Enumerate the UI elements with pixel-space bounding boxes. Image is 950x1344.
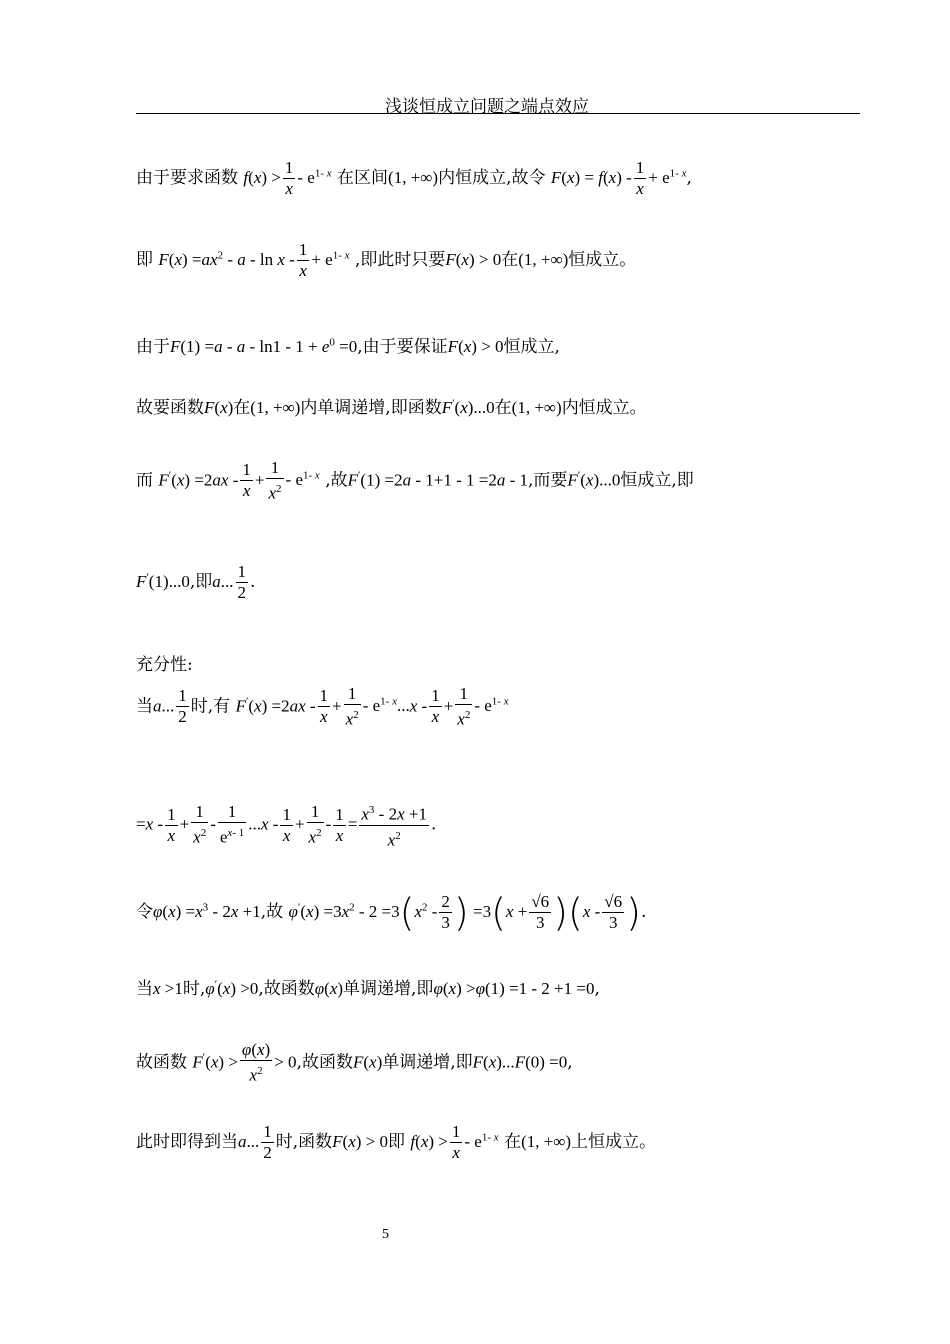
- text: 恒成立。: [568, 250, 637, 270]
- text: 时,有: [190, 696, 231, 717]
- text: 当: [136, 696, 153, 717]
- text: 由于要求函数: [136, 168, 238, 188]
- line-10: 令$\varphi(x) =x^3 - 2x +1$,故 $\varphi'(x) =3x^2 - 2 =3(x^2$ - $\frac{2}{3}$ ) =3(x + $\frac{√6}{3}$ )(x - $\frac{√6}{3}$ ).: [136, 890, 647, 935]
- text: 在: [233, 398, 251, 418]
- text: ,故: [260, 902, 284, 922]
- text: ,故: [325, 470, 348, 491]
- text: .: [430, 814, 437, 835]
- text: 在区间: [337, 168, 389, 188]
- text: ,: [567, 1052, 573, 1073]
- line-11: 当x >1时,φ′(x) >0,故函数φ(x)单调递增,即φ(x) >φ(1) =1 - 2 +1 =0,: [136, 978, 600, 999]
- text: ,即此时只要: [354, 250, 446, 270]
- text: 故要函数: [136, 398, 204, 418]
- text: 时,函数: [275, 1132, 333, 1152]
- line-7: [136, 650, 193, 675]
- text: ,由于要保证: [357, 337, 448, 357]
- text: .: [250, 572, 256, 592]
- line-9: =x - $\frac{1}{x}$ + $\frac{1}{x^2}$ - $\frac{1}{e^{x- 1}}$ ...x - $\frac{1}{x}$ + $\frac{1}{x^2}$ - $\frac{1}{x}$ = $\frac{x^3 - 2x +1}{x^2}$ .: [136, 800, 436, 850]
- text: ,: [686, 168, 692, 188]
- line-3: 由于$F(1) =a - a - \ln 1 - 1 + e^0 =0$,由于要保证F(x) > 0恒成立,: [136, 336, 560, 357]
- text: 即: [136, 250, 153, 270]
- text: 而: [136, 470, 153, 491]
- text: 故函数: [136, 1052, 187, 1073]
- text: 充分性:: [136, 655, 193, 675]
- text: 即: [388, 1132, 406, 1152]
- line-13: 此时即得到当a... $\frac{1}{2}$ 时,函数F(x) > 0即 f(x) > $\frac{1}{x}$ - $e^{1- x}$ 在(1, +∞)上恒成立。: [136, 1122, 657, 1162]
- text: 单调递增,即: [382, 1052, 473, 1073]
- text: ,: [594, 979, 600, 999]
- text: 当: [136, 979, 153, 999]
- text: 此时即得到当: [136, 1132, 238, 1152]
- text: ,故函数: [296, 1052, 353, 1073]
- fraction: $\frac{1}{x}$: [284, 158, 294, 198]
- text: 单调递增,即: [343, 979, 434, 999]
- text: 在: [501, 250, 519, 270]
- text: ,故函数: [258, 979, 315, 999]
- text: 恒成立,即: [620, 470, 694, 491]
- header-rule: [136, 113, 860, 114]
- line-4: 故要函数F(x)在(1, +∞)内单调递增,即函数F′(x)...0在(1, +∞)内恒成立。: [136, 397, 647, 418]
- line-8: 当a... $\frac{1}{2}$ 时,有 F′(x) =2ax - $\frac{1}{x}$ + $\frac{1}{x^2}$ - $e^{1- x}...x$ - $\frac{1}{x}$ + $\frac{1}{x^2}$ - $e^{1- x}$: [136, 684, 509, 729]
- line-6: F′(1)...0,即a... $\frac{1}{2}$ .: [136, 562, 256, 602]
- text: 时,: [182, 979, 206, 999]
- text: 由于: [136, 337, 170, 357]
- page-header-title: 浅谈恒成立问题之端点效应: [385, 97, 589, 117]
- text: 在: [504, 1132, 522, 1152]
- line-5: 而 F′(x) =2ax - $\frac{1}{x}$ + $\frac{1}{x^2}$ - $e^{1- x}$ ,故F′(1) =2a - 1+1 - 1 =2a - 1,而要F′(x)...0恒成立,即: [136, 458, 694, 503]
- formula: f: [243, 168, 249, 187]
- text: 上恒成立。: [571, 1132, 657, 1152]
- line-1: 由于要求函数 f(x) > $\frac{1}{x}$ - $e^{1- x}$ 在区间(1, +∞)内恒成立,故令 F(x) = f(x) - $\frac{1}{x}$ + $e^{1- x}$,: [136, 158, 692, 198]
- line-12: 故函数 F′(x) > $\frac{\varphi(x)}{x^2}$ > 0,故函数F(x)单调递增,即F(x)...F(0) =0,: [136, 1040, 573, 1085]
- text: 内单调递增,即函数: [300, 398, 442, 418]
- page-number: 5: [382, 1227, 389, 1242]
- line-2: 即 $F(x) =ax^2 - a - \ln x$ - $\frac{1}{x}$ + $e^{1- x}$ ,即此时只要F(x) > 0在(1, +∞)恒成立。: [136, 240, 637, 280]
- text: 恒成立,: [503, 337, 560, 357]
- text: 在: [494, 398, 512, 418]
- text: .: [640, 902, 647, 922]
- text: 内恒成立。: [561, 398, 647, 418]
- text: 令: [136, 902, 153, 922]
- text: ,而要: [528, 470, 568, 491]
- text: ,即: [189, 572, 213, 592]
- text: 内恒成立,故令: [438, 168, 546, 188]
